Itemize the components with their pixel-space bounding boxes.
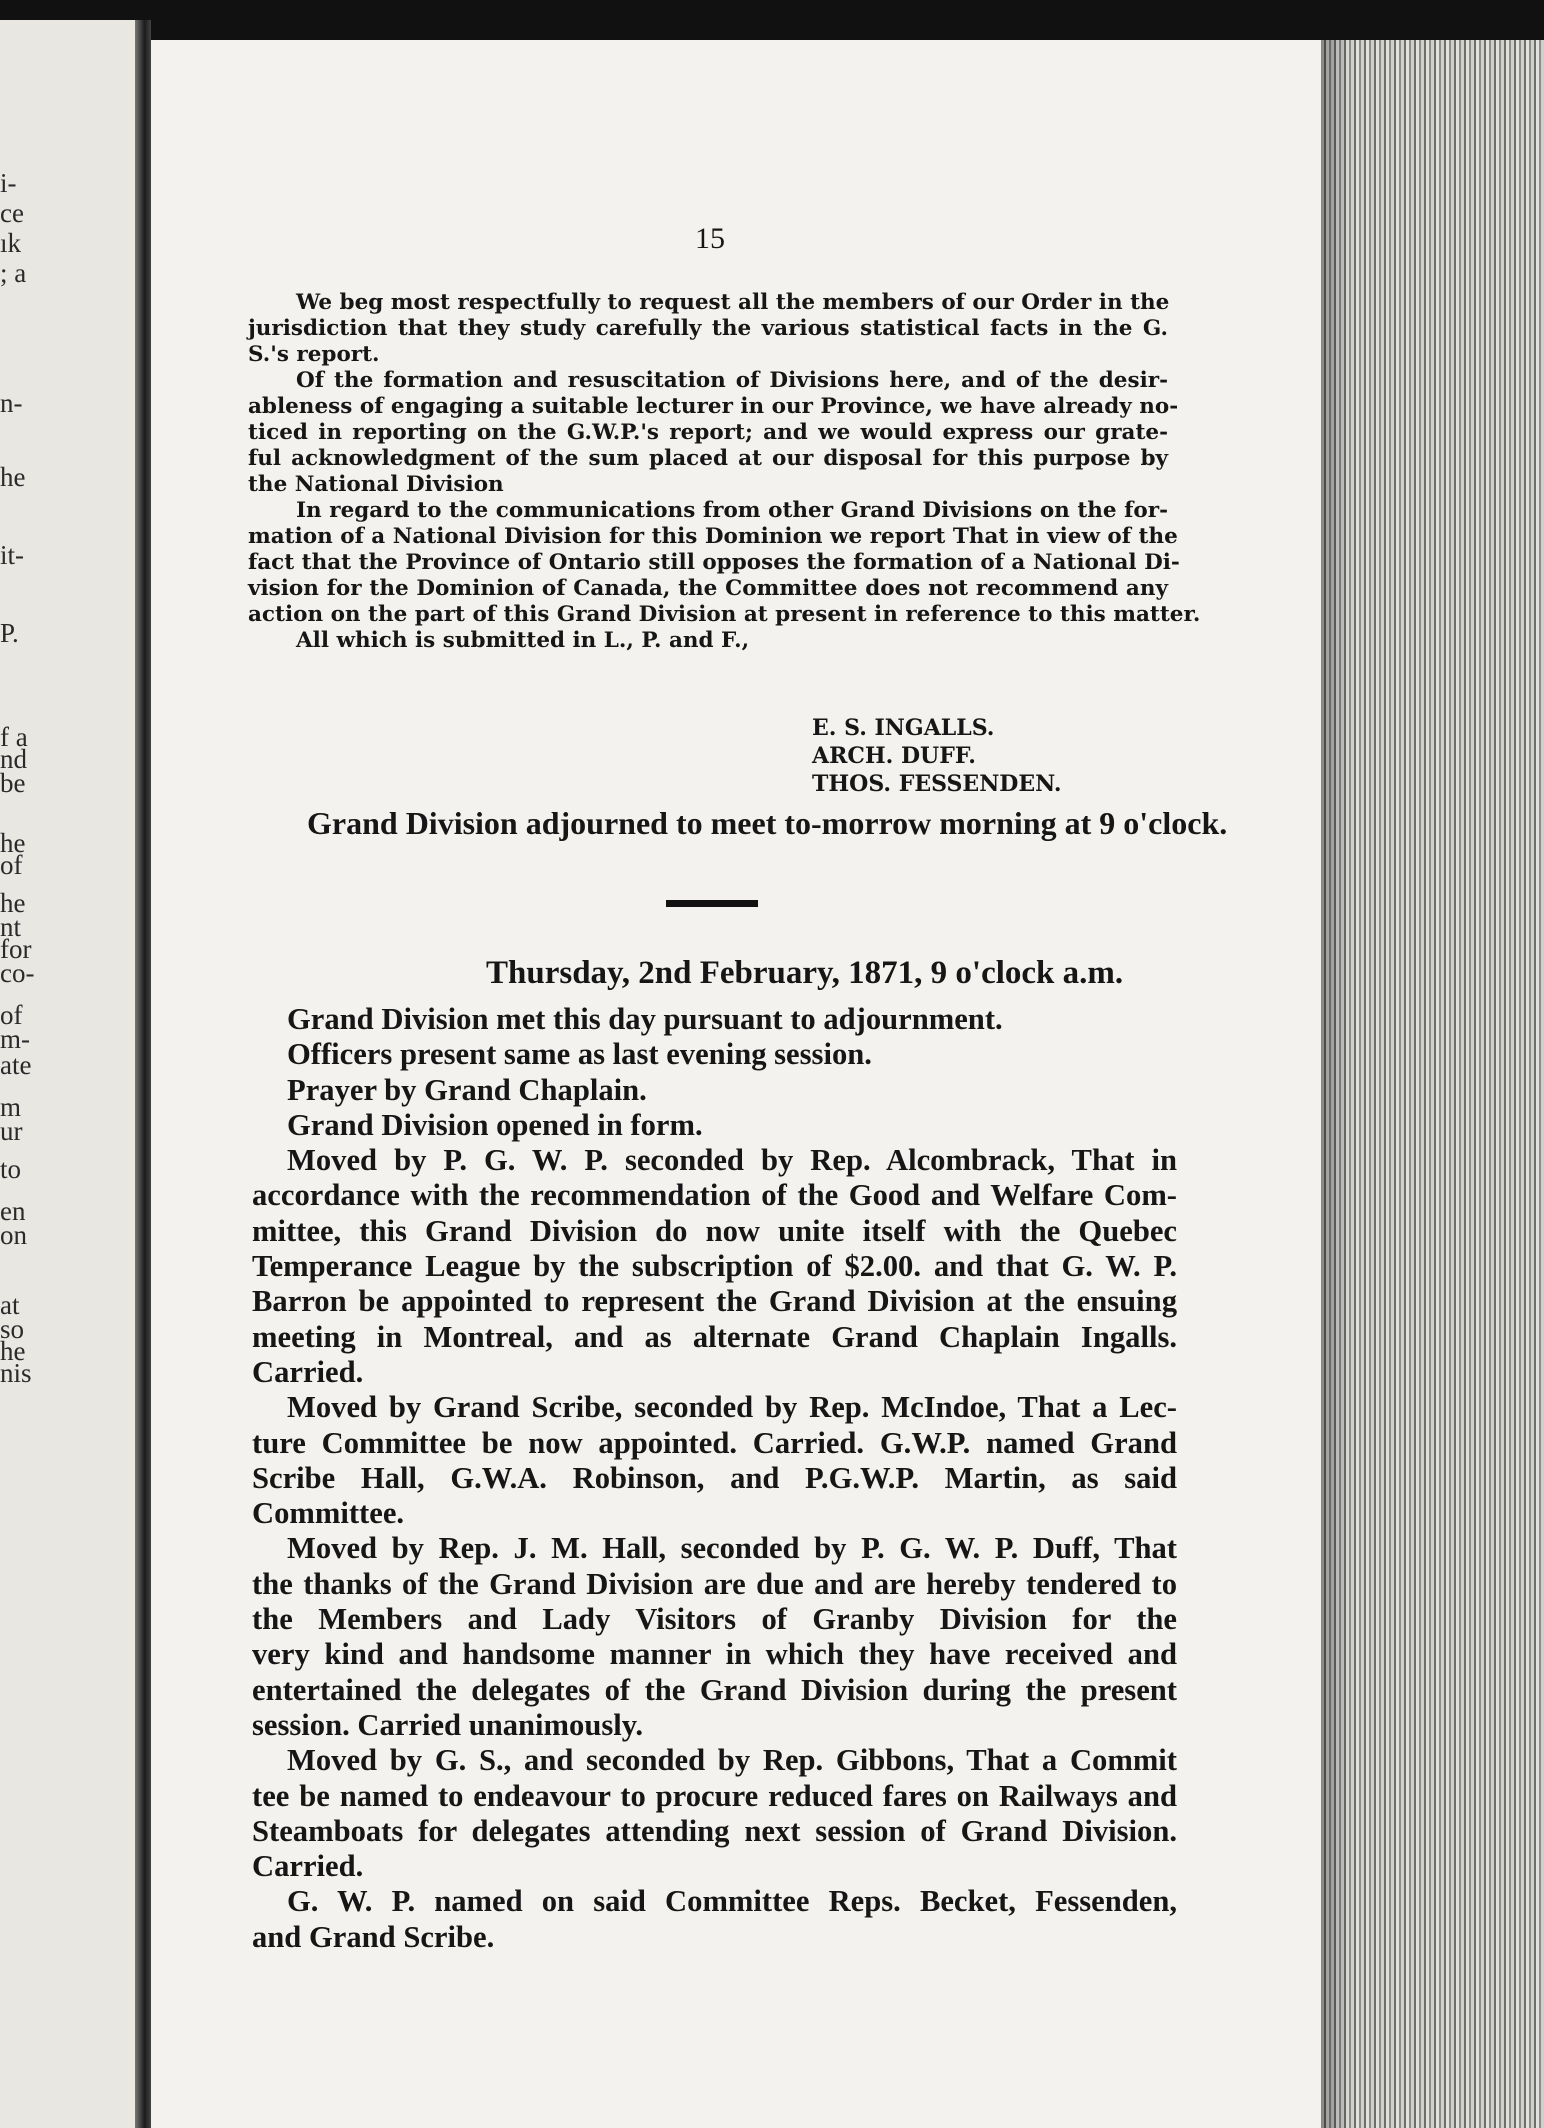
report-line: ableness of engaging a suitable lecturer in our Province, we have already no- <box>248 394 1179 419</box>
minutes-line: Carried. <box>252 1354 364 1389</box>
minutes-line: Temperance League by the subscription of $2.00. and that G. W. P. <box>252 1249 1177 1284</box>
minutes-line: tee be named to endeavour to procure reduced fares on Railways and <box>252 1778 1177 1813</box>
left-page-fragment: of <box>0 1000 23 1030</box>
left-page-fragment: at <box>0 1290 20 1320</box>
minutes-line: Moved by Rep. J. M. Hall, seconded by P. G. W. P. Duff, That <box>287 1531 1177 1566</box>
signature-name: THOS. FESSENDEN. <box>812 771 1062 797</box>
minutes-line: Committee. <box>252 1496 405 1531</box>
minutes-line: Grand Division met this day pursuant to adjournment. <box>287 1002 1003 1036</box>
session-minutes <box>252 1002 1177 1955</box>
left-page-fragment: en <box>0 1196 26 1226</box>
minutes-line: the Members and Lady Visitors of Granby Division for the <box>252 1602 1177 1637</box>
minutes-line: meeting in Montreal, and as alternate Grand Chaplain Ingalls. <box>252 1319 1177 1354</box>
left-page-fragment: he <box>0 1336 26 1366</box>
left-page-fragment: f a <box>0 722 28 752</box>
left-page-fragment: be <box>0 768 26 798</box>
book-gutter <box>135 20 151 2128</box>
left-page-fragment: co- <box>0 958 35 988</box>
left-page-fragment: ık <box>0 228 22 258</box>
left-facing-page <box>0 20 135 2128</box>
left-page-fragment: of <box>0 850 23 880</box>
minutes-line: very kind and handsome manner in which they have received and <box>252 1637 1177 1672</box>
minutes-line: mittee, this Grand Division do now unite itself with the Quebec <box>252 1213 1177 1248</box>
minutes-line: Steamboats for delegates attending next session of Grand Division. <box>252 1813 1177 1848</box>
minutes-line: Grand Division opened in form. <box>287 1107 703 1142</box>
left-page-fragment: he <box>0 462 26 492</box>
signature-name: E. S. INGALLS. <box>812 715 995 741</box>
left-page-fragment: on <box>0 1220 27 1250</box>
left-page-fragment: m <box>0 1092 22 1122</box>
left-page-fragment: ce <box>0 198 24 228</box>
report-line: ful acknowledgment of the sum placed at our disposal for this purpose by <box>248 446 1168 471</box>
signature-name: ARCH. DUFF. <box>812 743 976 769</box>
report-line: ticed in reporting on the G.W.P.'s report; and we would express our grate- <box>248 420 1168 445</box>
left-page-fragment: ate <box>0 1050 32 1080</box>
left-page-fragment: it- <box>0 540 24 570</box>
report-line: action on the part of this Grand Division at present in reference to this matter. <box>248 602 1201 627</box>
left-page-fragment: P. <box>0 618 19 648</box>
minutes-line: Moved by G. S., and seconded by Rep. Gibbons, That a Commit <box>287 1743 1177 1778</box>
minutes-line: the thanks of the Grand Division are due and are hereby tendered to <box>252 1566 1177 1601</box>
left-page-fragment: ; a <box>0 258 27 288</box>
minutes-line: Scribe Hall, G.W.A. Robinson, and P.G.W.P. Martin, as said <box>252 1460 1177 1495</box>
minutes-line: Carried. <box>252 1849 364 1884</box>
signatures <box>812 714 1062 798</box>
report-line: We beg most respectfully to request all the members of our Order in the <box>296 290 1170 315</box>
left-page-fragment: n- <box>0 388 23 418</box>
minutes-line: Prayer by Grand Chaplain. <box>287 1072 647 1107</box>
minutes-line: Officers present same as last evening session. <box>287 1037 872 1072</box>
report-line: In regard to the communications from other Grand Divisions on the for- <box>296 498 1168 523</box>
report-line: the National Division <box>248 472 504 497</box>
left-page-fragment: nd <box>0 744 27 774</box>
report-line: Of the formation and resuscitation of Divisions here, and of the desir- <box>296 368 1168 393</box>
minutes-line: entertained the delegates of the Grand Division during the present <box>252 1672 1177 1707</box>
session-heading: Thursday, 2nd February, 1871, 9 o'clock a.m. <box>486 955 1124 991</box>
minutes-line: Moved by P. G. W. P. seconded by Rep. Alcombrack, That in <box>287 1143 1177 1178</box>
report-line: jurisdiction that they study carefully the various statistical facts in the G. <box>248 316 1168 341</box>
left-page-fragment: he <box>0 828 26 858</box>
report-line: mation of a National Division for this Dominion we report That in view of the <box>248 524 1178 549</box>
left-page-fragment: m- <box>0 1024 30 1054</box>
committee-report <box>248 290 1201 654</box>
page-number: 15 <box>695 222 725 255</box>
left-page-fragment: he <box>0 888 26 918</box>
report-line: fact that the Province of Ontario still opposes the formation of a National Di- <box>248 550 1180 575</box>
page-edge-shadow <box>1321 40 1351 2128</box>
adjournment-notice: Grand Division adjourned to meet to-morrow morning at 9 o'clock. <box>307 805 1228 841</box>
report-line: All which is submitted in L., P. and F., <box>296 628 750 653</box>
report-line: vision for the Dominion of Canada, the Committee does not recommend any <box>248 576 1168 601</box>
left-page-fragment: nt <box>0 912 22 942</box>
section-divider-rule <box>666 900 758 907</box>
minutes-line: session. Carried unanimously. <box>252 1707 643 1742</box>
minutes-line: and Grand Scribe. <box>252 1919 495 1954</box>
minutes-line: Moved by Grand Scribe, seconded by Rep. McIndoe, That a Lec- <box>287 1390 1177 1425</box>
minutes-line: ture Committee be now appointed. Carried. G.W.P. named Grand <box>252 1425 1177 1460</box>
minutes-line: accordance with the recommendation of the Good and Welfare Com- <box>252 1178 1177 1213</box>
left-page-fragment: to <box>0 1154 22 1184</box>
minutes-line: G. W. P. named on said Committee Reps. Becket, Fessenden, <box>287 1884 1177 1919</box>
left-page-fragment: nis <box>0 1358 32 1388</box>
page-edges <box>1321 40 1544 2128</box>
report-line: S.'s report. <box>248 342 380 367</box>
left-page-fragment: for <box>0 934 32 964</box>
left-page-fragment: ur <box>0 1116 23 1146</box>
left-page-fragment: i- <box>0 168 17 198</box>
minutes-line: Barron be appointed to represent the Grand Division at the ensuing <box>252 1284 1177 1319</box>
left-page-fragment: so <box>0 1314 25 1344</box>
